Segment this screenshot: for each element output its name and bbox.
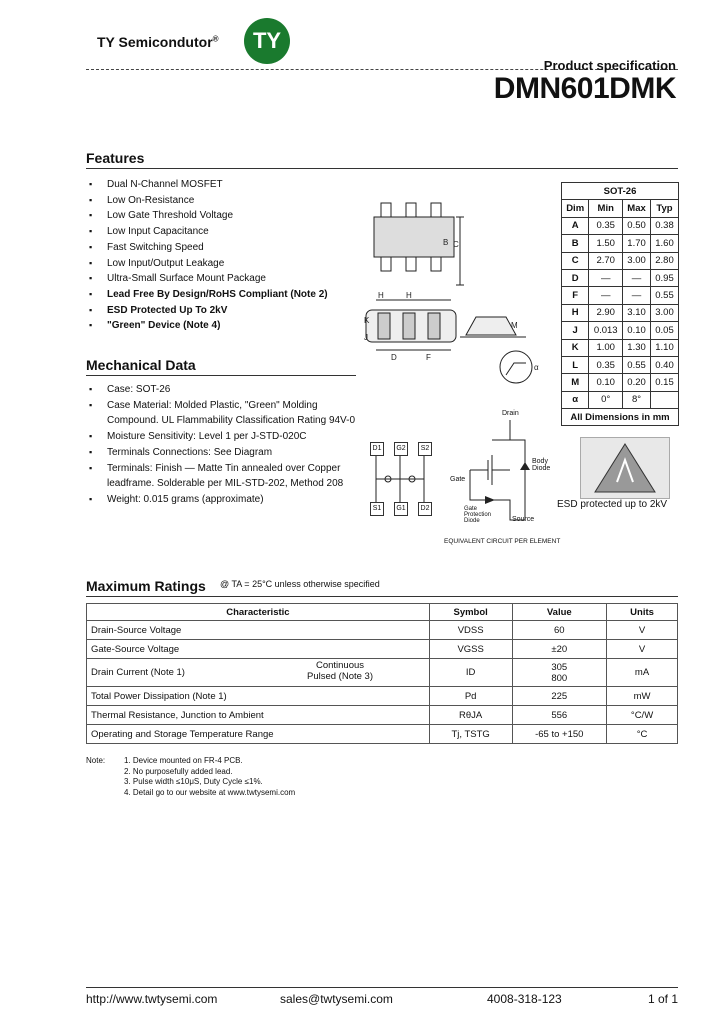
svg-text:B: B — [443, 238, 449, 247]
sot-value-cell: 1.60 — [651, 235, 679, 252]
table-row — [87, 621, 678, 640]
equivalent-circuit — [440, 410, 565, 550]
ratings-condition: @ TA = 25°C unless otherwise specified — [220, 579, 380, 589]
feature-item: ▪ Low Gate Threshold Voltage — [87, 208, 347, 224]
drain-label: Drain — [502, 410, 519, 417]
body-diode-label: Body Diode — [532, 458, 551, 472]
rating-value: -65 to +150 — [512, 725, 607, 744]
rating-characteristic-text: Total Power Dissipation (Note 1) — [91, 690, 227, 702]
sot-value-cell: 0.10 — [589, 374, 623, 391]
package-outline-drawing — [356, 195, 556, 390]
table-row — [87, 687, 678, 706]
rating-characteristic-text: Thermal Resistance, Junction to Ambient — [91, 709, 264, 721]
sot-value-cell: 0.10 — [623, 322, 651, 339]
sot-header-cell: Min — [589, 200, 623, 217]
rating-characteristic — [87, 706, 430, 725]
pinout-wiring — [360, 456, 440, 502]
sot-value-cell: 3.00 — [623, 252, 651, 269]
sot-header-cell: Max — [623, 200, 651, 217]
svg-text:C: C — [453, 240, 459, 249]
sot-header-cell: Typ — [651, 200, 679, 217]
rating-value: 225 — [512, 687, 607, 706]
mechanical-item: ▪ Moisture Sensitivity: Level 1 per J-STD-020C — [87, 429, 357, 445]
rating-characteristic-text: Operating and Storage Temperature Range — [91, 728, 274, 740]
max-ratings-title: Maximum Ratings — [86, 578, 206, 594]
rating-unit: mA — [607, 659, 678, 687]
ratings-rule — [86, 596, 678, 597]
sot-value-cell: — — [623, 287, 651, 304]
pinout-diagram — [360, 440, 440, 520]
rating-characteristic — [87, 725, 430, 744]
rating-symbol: RθJA — [429, 706, 512, 725]
sot-dim-cell: B — [562, 235, 589, 252]
rating-characteristic-text: Drain-Source Voltage — [91, 624, 182, 636]
sot-value-cell: 0.95 — [651, 269, 679, 286]
sot-value-cell: 1.00 — [589, 339, 623, 356]
sot-value-cell: 0.40 — [651, 356, 679, 373]
sot-value-cell: 3.00 — [651, 304, 679, 321]
note-item: 1. Device mounted on FR-4 PCB. — [124, 756, 243, 765]
svg-text:α: α — [534, 363, 539, 372]
feature-item: ▪ ESD Protected Up To 2kV — [87, 303, 347, 319]
feature-item: ▪ Low On-Resistance — [87, 193, 347, 209]
table-row — [87, 640, 678, 659]
table-row — [562, 217, 679, 234]
sot-dim-cell: K — [562, 339, 589, 356]
sot-value-cell: 3.10 — [623, 304, 651, 321]
sot-value-cell: 1.70 — [623, 235, 651, 252]
rating-value: 305 800 — [512, 659, 607, 687]
pin-label: G2 — [394, 442, 408, 456]
notes-list — [124, 756, 295, 798]
note-item: 4. Detail go to our website at www.twtysemi.com — [124, 787, 296, 797]
rating-value: 556 — [512, 706, 607, 725]
sot-table-title: SOT-26 — [562, 183, 679, 200]
ratings-header-cell: Characteristic — [87, 604, 430, 621]
rating-characteristic — [87, 659, 430, 687]
rating-value: ±20 — [512, 640, 607, 659]
pin-label: G1 — [394, 502, 408, 516]
sot-value-cell: 2.80 — [651, 252, 679, 269]
sot-value-cell: 0.013 — [589, 322, 623, 339]
gate-label: Gate — [450, 476, 466, 483]
table-row — [562, 391, 679, 408]
table-row — [562, 252, 679, 269]
sot-value-cell: 0.50 — [623, 217, 651, 234]
sot-dim-cell: L — [562, 356, 589, 373]
source-label: Source — [512, 516, 535, 523]
pin-label: S1 — [370, 502, 384, 516]
note-item: 3. Pulse width ≤10μS, Duty Cycle ≤1%. — [124, 777, 263, 786]
ty-logo: TY — [244, 18, 290, 64]
table-row — [562, 374, 679, 391]
svg-text:M: M — [511, 321, 518, 330]
mechanical-item: ▪ Terminals: Finish — Matte Tin annealed over Copper leadframe. Solderable per MIL-STD-202, Method 208 — [87, 461, 357, 492]
sot-value-cell: 1.30 — [623, 339, 651, 356]
mechanical-item: ▪ Case: SOT-26 — [87, 382, 357, 398]
sot-header-cell: Dim — [562, 200, 589, 217]
max-ratings-table — [86, 603, 678, 744]
ratings-header-cell: Value — [512, 604, 607, 621]
rating-symbol: Tj, TSTG — [429, 725, 512, 744]
footer-url[interactable]: http://www.twtysemi.com — [86, 992, 218, 1006]
rating-condition-text: Continuous Pulsed (Note 3) — [307, 660, 374, 682]
sot-value-cell: — — [623, 269, 651, 286]
svg-text:D: D — [391, 353, 397, 362]
rating-unit: °C/W — [607, 706, 678, 725]
feature-item: ▪ Fast Switching Speed — [87, 240, 347, 256]
product-spec-label: Product specification — [543, 58, 676, 73]
notes-label: Note: — [86, 756, 106, 765]
sot-table-footer: All Dimensions in mm — [562, 409, 679, 426]
sot-dim-cell: D — [562, 269, 589, 286]
rating-characteristic — [87, 687, 430, 706]
sot-value-cell: — — [589, 269, 623, 286]
svg-text:K: K — [364, 316, 370, 325]
mechanical-item: ▪ Weight: 0.015 grams (approximate) — [87, 492, 357, 508]
sot-value-cell: 0.05 — [651, 322, 679, 339]
sot-value-cell: 0° — [589, 391, 623, 408]
rating-symbol: ID — [429, 659, 512, 687]
table-row — [87, 659, 678, 687]
ratings-header-cell: Units — [607, 604, 678, 621]
sot-value-cell: 0.55 — [651, 287, 679, 304]
sot-dim-cell: F — [562, 287, 589, 304]
equiv-circuit-caption: EQUIVALENT CIRCUIT PER ELEMENT — [444, 538, 561, 545]
feature-item: ▪ "Green" Device (Note 4) — [87, 318, 347, 334]
table-row — [87, 725, 678, 744]
esd-warning-symbol — [580, 437, 670, 499]
sot-value-cell: 0.15 — [651, 374, 679, 391]
rating-characteristic — [87, 621, 430, 640]
mechanical-title: Mechanical Data — [86, 357, 196, 373]
rating-symbol: VDSS — [429, 621, 512, 640]
feature-item: ▪ Dual N-Channel MOSFET — [87, 177, 347, 193]
sot-value-cell: 1.10 — [651, 339, 679, 356]
table-row — [562, 269, 679, 286]
rating-value: 60 — [512, 621, 607, 640]
esd-hand-icon — [581, 438, 669, 498]
svg-text:J: J — [364, 333, 368, 342]
features-title: Features — [86, 150, 145, 166]
table-row — [562, 356, 679, 373]
sot-value-cell: 0.20 — [623, 374, 651, 391]
sot-value-cell: 0.55 — [623, 356, 651, 373]
rating-unit: °C — [607, 725, 678, 744]
footer-rule — [86, 987, 678, 988]
sot-value-cell: 2.90 — [589, 304, 623, 321]
company-name: TY Semicondutor® — [97, 34, 219, 50]
sot-dim-cell: α — [562, 391, 589, 408]
svg-text:F: F — [426, 353, 431, 362]
features-rule — [86, 168, 678, 169]
svg-text:H: H — [378, 291, 384, 300]
sot-value-cell: 1.50 — [589, 235, 623, 252]
footer-phone: 4008-318-123 — [487, 992, 562, 1006]
sot-value-cell: 0.35 — [589, 356, 623, 373]
pin-label: D1 — [370, 442, 384, 456]
rating-unit: V — [607, 621, 678, 640]
sot-value-cell: 0.35 — [589, 217, 623, 234]
sot-value-cell: 8° — [623, 391, 651, 408]
sot-dim-cell: C — [562, 252, 589, 269]
mechanical-rule — [86, 375, 356, 376]
feature-item: ▪ Low Input/Output Leakage — [87, 256, 347, 272]
mechanical-item: ▪ Case Material: Molded Plastic, "Green" Molding Compound. UL Flammability Classification Rating 94V-0 — [87, 398, 357, 429]
ratings-header-cell: Symbol — [429, 604, 512, 621]
pin-label: S2 — [418, 442, 432, 456]
table-row — [562, 322, 679, 339]
mechanical-item: ▪ Terminals Connections: See Diagram — [87, 445, 357, 461]
feature-item: ▪ Ultra-Small Surface Mount Package — [87, 271, 347, 287]
rating-characteristic — [87, 640, 430, 659]
sot-value-cell: 2.70 — [589, 252, 623, 269]
sot-value-cell: 0.38 — [651, 217, 679, 234]
pin-label: D2 — [418, 502, 432, 516]
rating-characteristic-text: Gate-Source Voltage — [91, 643, 180, 655]
sot26-dimensions-table — [561, 182, 679, 426]
feature-item: ▪ Lead Free By Design/RoHS Compliant (Note 2) — [87, 287, 347, 303]
sot-value-cell: — — [589, 287, 623, 304]
sot-value-cell — [651, 391, 679, 408]
svg-text:H: H — [406, 291, 412, 300]
rating-characteristic-text: Drain Current (Note 1) — [91, 667, 185, 678]
esd-caption: ESD protected up to 2kV — [557, 499, 668, 510]
footer-email[interactable]: sales@twtysemi.com — [280, 992, 393, 1006]
rating-unit: mW — [607, 687, 678, 706]
sot-dim-cell: J — [562, 322, 589, 339]
note-item: 2. No purposefully added lead. — [124, 766, 233, 776]
sot-dim-cell: A — [562, 217, 589, 234]
rating-unit: V — [607, 640, 678, 659]
rating-symbol: VGSS — [429, 640, 512, 659]
part-number: DMN601DMK — [493, 72, 676, 105]
table-row — [562, 235, 679, 252]
sot-dim-cell: H — [562, 304, 589, 321]
mosfet-symbol — [440, 410, 565, 540]
mechanical-list — [87, 382, 357, 508]
table-row — [562, 287, 679, 304]
features-list — [87, 177, 347, 334]
gate-protection-label: Gate Protection Diode — [464, 506, 492, 524]
sot-dim-cell: M — [562, 374, 589, 391]
footer-page: 1 of 1 — [648, 992, 679, 1006]
table-row — [87, 706, 678, 725]
feature-item: ▪ Low Input Capacitance — [87, 224, 347, 240]
rating-symbol: Pd — [429, 687, 512, 706]
table-row — [562, 339, 679, 356]
table-row — [562, 304, 679, 321]
